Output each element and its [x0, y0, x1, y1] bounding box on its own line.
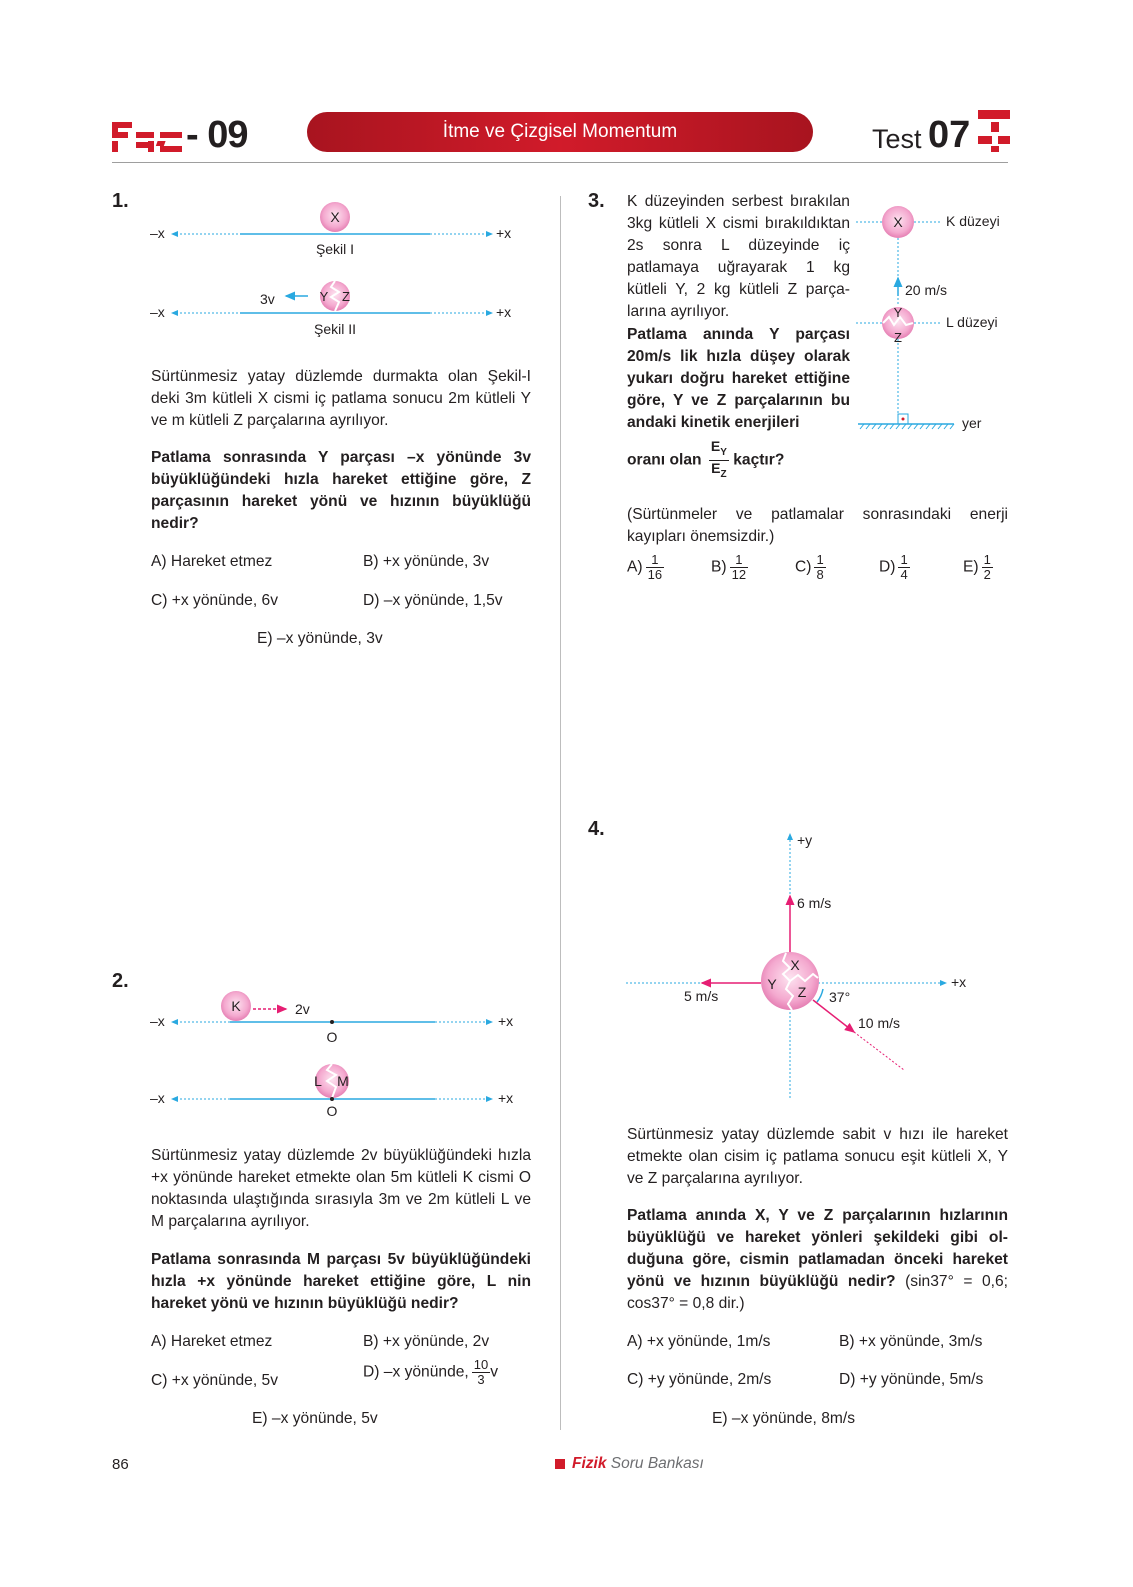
- question-3-number: 3.: [588, 190, 605, 212]
- k-level-label: K düzeyi: [946, 213, 1000, 229]
- q4-text: Sürtünmesiz yatay düzlemde sabit v hızı ile hareket etmekte olan cisim iç patlama sonucu eşit kütleli X, Y ve Z parçalarına ayrılıyor.: [627, 1126, 1008, 1187]
- q1-option-b[interactable]: B) +x yönünde, 3v: [363, 553, 490, 570]
- header-rule: [112, 162, 1008, 163]
- q2-option-e[interactable]: E) –x yönünde, 5v: [252, 1410, 378, 1427]
- svg-text:O: O: [326, 1103, 338, 1119]
- svg-text:X: X: [790, 957, 800, 973]
- question-1-number: 1.: [112, 190, 129, 212]
- frag-y-label: Y: [319, 289, 329, 304]
- caption-sekil-1: Şekil I: [315, 241, 355, 257]
- question-2-number: 2.: [112, 970, 129, 992]
- test-label: Test: [872, 124, 922, 154]
- test-number: 07: [928, 114, 971, 156]
- left-speed-label: 5 m/s: [684, 988, 719, 1004]
- svg-text:Z: Z: [894, 330, 902, 345]
- q3-ratio: oranı olan $\frac{E_Y}{E_Z}$ kaçtır?: [627, 438, 785, 480]
- q2-text: Sürtünmesiz yatay düzlemde 2v büyüklüğündeki hızla +x yönünde hareket etmekte olan 5m kütleli K cismi O noktasında ulaştığında sırasıyla 3m ve 2m kütleli L ve M parçalarına ayrılıyor.: [151, 1147, 531, 1230]
- svg-text:–x: –x: [150, 1013, 165, 1029]
- caption-sekil-2: Şekil II: [313, 321, 357, 337]
- q3-option-b[interactable]: B) $\frac{1}{12}$: [711, 552, 747, 582]
- q3-figure: [856, 196, 1016, 441]
- svg-text:Y: Y: [767, 976, 777, 992]
- svg-text:+x: +x: [496, 304, 512, 320]
- point-o-upper: [330, 1020, 334, 1024]
- pos-y-label: +y: [797, 832, 813, 848]
- q4-question: Patlama anında X, Y ve Z parçalarının hızlarının büyüklüğü ve hareket yönleri şekildeki gibi olduğuna göre, cismin patlamadan önceki hareket yönü ve hızının büyüklüğü nedir?: [627, 1207, 1008, 1290]
- q1-option-a[interactable]: A) Hareket etmez: [151, 553, 273, 570]
- q1-option-c[interactable]: C) +x yönünde, 6v: [151, 592, 278, 609]
- q3-text: K düzeyinden serbest bırakılan 3kg kütleli X cismi bırakıldıktan 2s sonra L düzeyinde iç patlamaya uğrayarak 1 kg kütleli Y, 2 kg kütleli Z parçalarına ayrılıyor.: [627, 193, 850, 320]
- ball-k-label: K: [231, 998, 241, 1014]
- q4-question-note: (sin37° = 0,6; cos37° = 0,8 dir.): [627, 1273, 1008, 1312]
- frag-z-label: Z: [342, 289, 350, 304]
- q3-option-c[interactable]: C) $\frac{1}{8}$: [795, 552, 824, 582]
- q2-question: Patlama sonrasında M parçası 5v büyüklüğündeki hızla +x yönünde hareket ettiğine göre, L nin hareket yönü ve hızının büyüklüğü nedir?: [151, 1251, 531, 1312]
- q1-figure: [140, 196, 530, 346]
- svg-text:+x: +x: [498, 1013, 514, 1029]
- frag-m-label: M: [337, 1073, 349, 1089]
- q3-option-a[interactable]: A) $\frac{1}{16}$: [627, 552, 663, 582]
- svg-text:X: X: [893, 214, 903, 230]
- q1-option-d[interactable]: D) –x yönünde, 1,5v: [363, 592, 503, 609]
- point-o-label: O: [326, 1029, 338, 1045]
- frag-l-label: L: [314, 1073, 322, 1089]
- svg-text:Z: Z: [797, 984, 807, 1000]
- q2-option-a[interactable]: A) Hareket etmez: [151, 1333, 273, 1350]
- q4-option-b[interactable]: B) +x yönünde, 3m/s: [839, 1333, 983, 1350]
- q2-figure: [140, 988, 530, 1123]
- footer-square-icon: [555, 1459, 565, 1469]
- faz-logo: [112, 118, 184, 154]
- speed-3v-label: 3v: [260, 291, 275, 307]
- series-number: - 09: [186, 114, 248, 156]
- angle-label: 37°: [829, 989, 851, 1005]
- up-speed-label: 6 m/s: [797, 895, 832, 911]
- q4-option-a[interactable]: A) +x yönünde, 1m/s: [627, 1333, 771, 1350]
- svg-text:+x: +x: [498, 1090, 514, 1106]
- page-number: 86: [112, 1456, 129, 1473]
- q2-option-d[interactable]: D) –x yönünde, $\frac{10}{3}$ v: [363, 1357, 499, 1387]
- question-4-number: 4.: [588, 818, 605, 840]
- q4-option-c[interactable]: C) +y yönünde, 2m/s: [627, 1371, 772, 1388]
- neg-x-label: –x: [150, 225, 165, 241]
- ball-x-label: X: [330, 209, 340, 225]
- l-level-label: L düzeyi: [946, 314, 998, 330]
- column-divider: [560, 196, 561, 1430]
- pos-x-label: +x: [496, 225, 512, 241]
- q1-text: Sürtünmesiz yatay düzlemde durmakta olan Şekil-I deki 3m kütleli X cismi iç patlama sonucu 2m kütleli Y ve m kütleli Z parçalarına ayrılıyor.: [151, 368, 531, 429]
- brand-mark-icon: [978, 110, 1010, 154]
- svg-text:–x: –x: [150, 304, 165, 320]
- q3-option-e[interactable]: E) $\frac{1}{2}$: [963, 552, 991, 582]
- q2-option-b[interactable]: B) +x yönünde, 2v: [363, 1333, 490, 1350]
- footer-brand: Fizik Soru Bankası: [572, 1455, 704, 1472]
- topic-banner: İtme ve Çizgisel Momentum: [307, 112, 813, 152]
- q4-option-e[interactable]: E) –x yönünde, 8m/s: [712, 1410, 856, 1427]
- q4-option-d[interactable]: D) +y yönünde, 5m/s: [839, 1371, 984, 1388]
- speed-2v-label: 2v: [295, 1001, 310, 1017]
- q4-figure: [620, 826, 1010, 1106]
- speed-20-label: 20 m/s: [905, 282, 948, 298]
- q1-option-e[interactable]: E) –x yönünde, 3v: [257, 630, 383, 647]
- q2-option-c[interactable]: C) +x yönünde, 5v: [151, 1372, 278, 1389]
- svg-text:Y: Y: [893, 305, 903, 320]
- q3-question: Patlama anında Y parçası 20m/s lik hızla düşey olarak yukarı doğru hareket ettiğine göre, Y ve Z parçalarının bu andaki kinetik enerjileri: [627, 326, 850, 431]
- q3-option-d[interactable]: D) $\frac{1}{4}$: [879, 552, 908, 582]
- q4-question-block: [627, 1205, 1008, 1315]
- ground-label: yer: [962, 415, 982, 431]
- diag-speed-label: 10 m/s: [858, 1015, 901, 1031]
- q3-note: (Sürtünmeler ve patlamalar sonrasındaki enerji kayıpları önemsizdir.): [627, 506, 1008, 545]
- q1-question: Patlama sonrasında Y parçası –x yönünde 3v büyüklüğündeki hızla hareket ettiğine göre, Z parçasının hareket yönü ve hızının büyüklüğü nedir?: [151, 449, 531, 532]
- pos-x-label: +x: [951, 974, 967, 990]
- svg-text:–x: –x: [150, 1090, 165, 1106]
